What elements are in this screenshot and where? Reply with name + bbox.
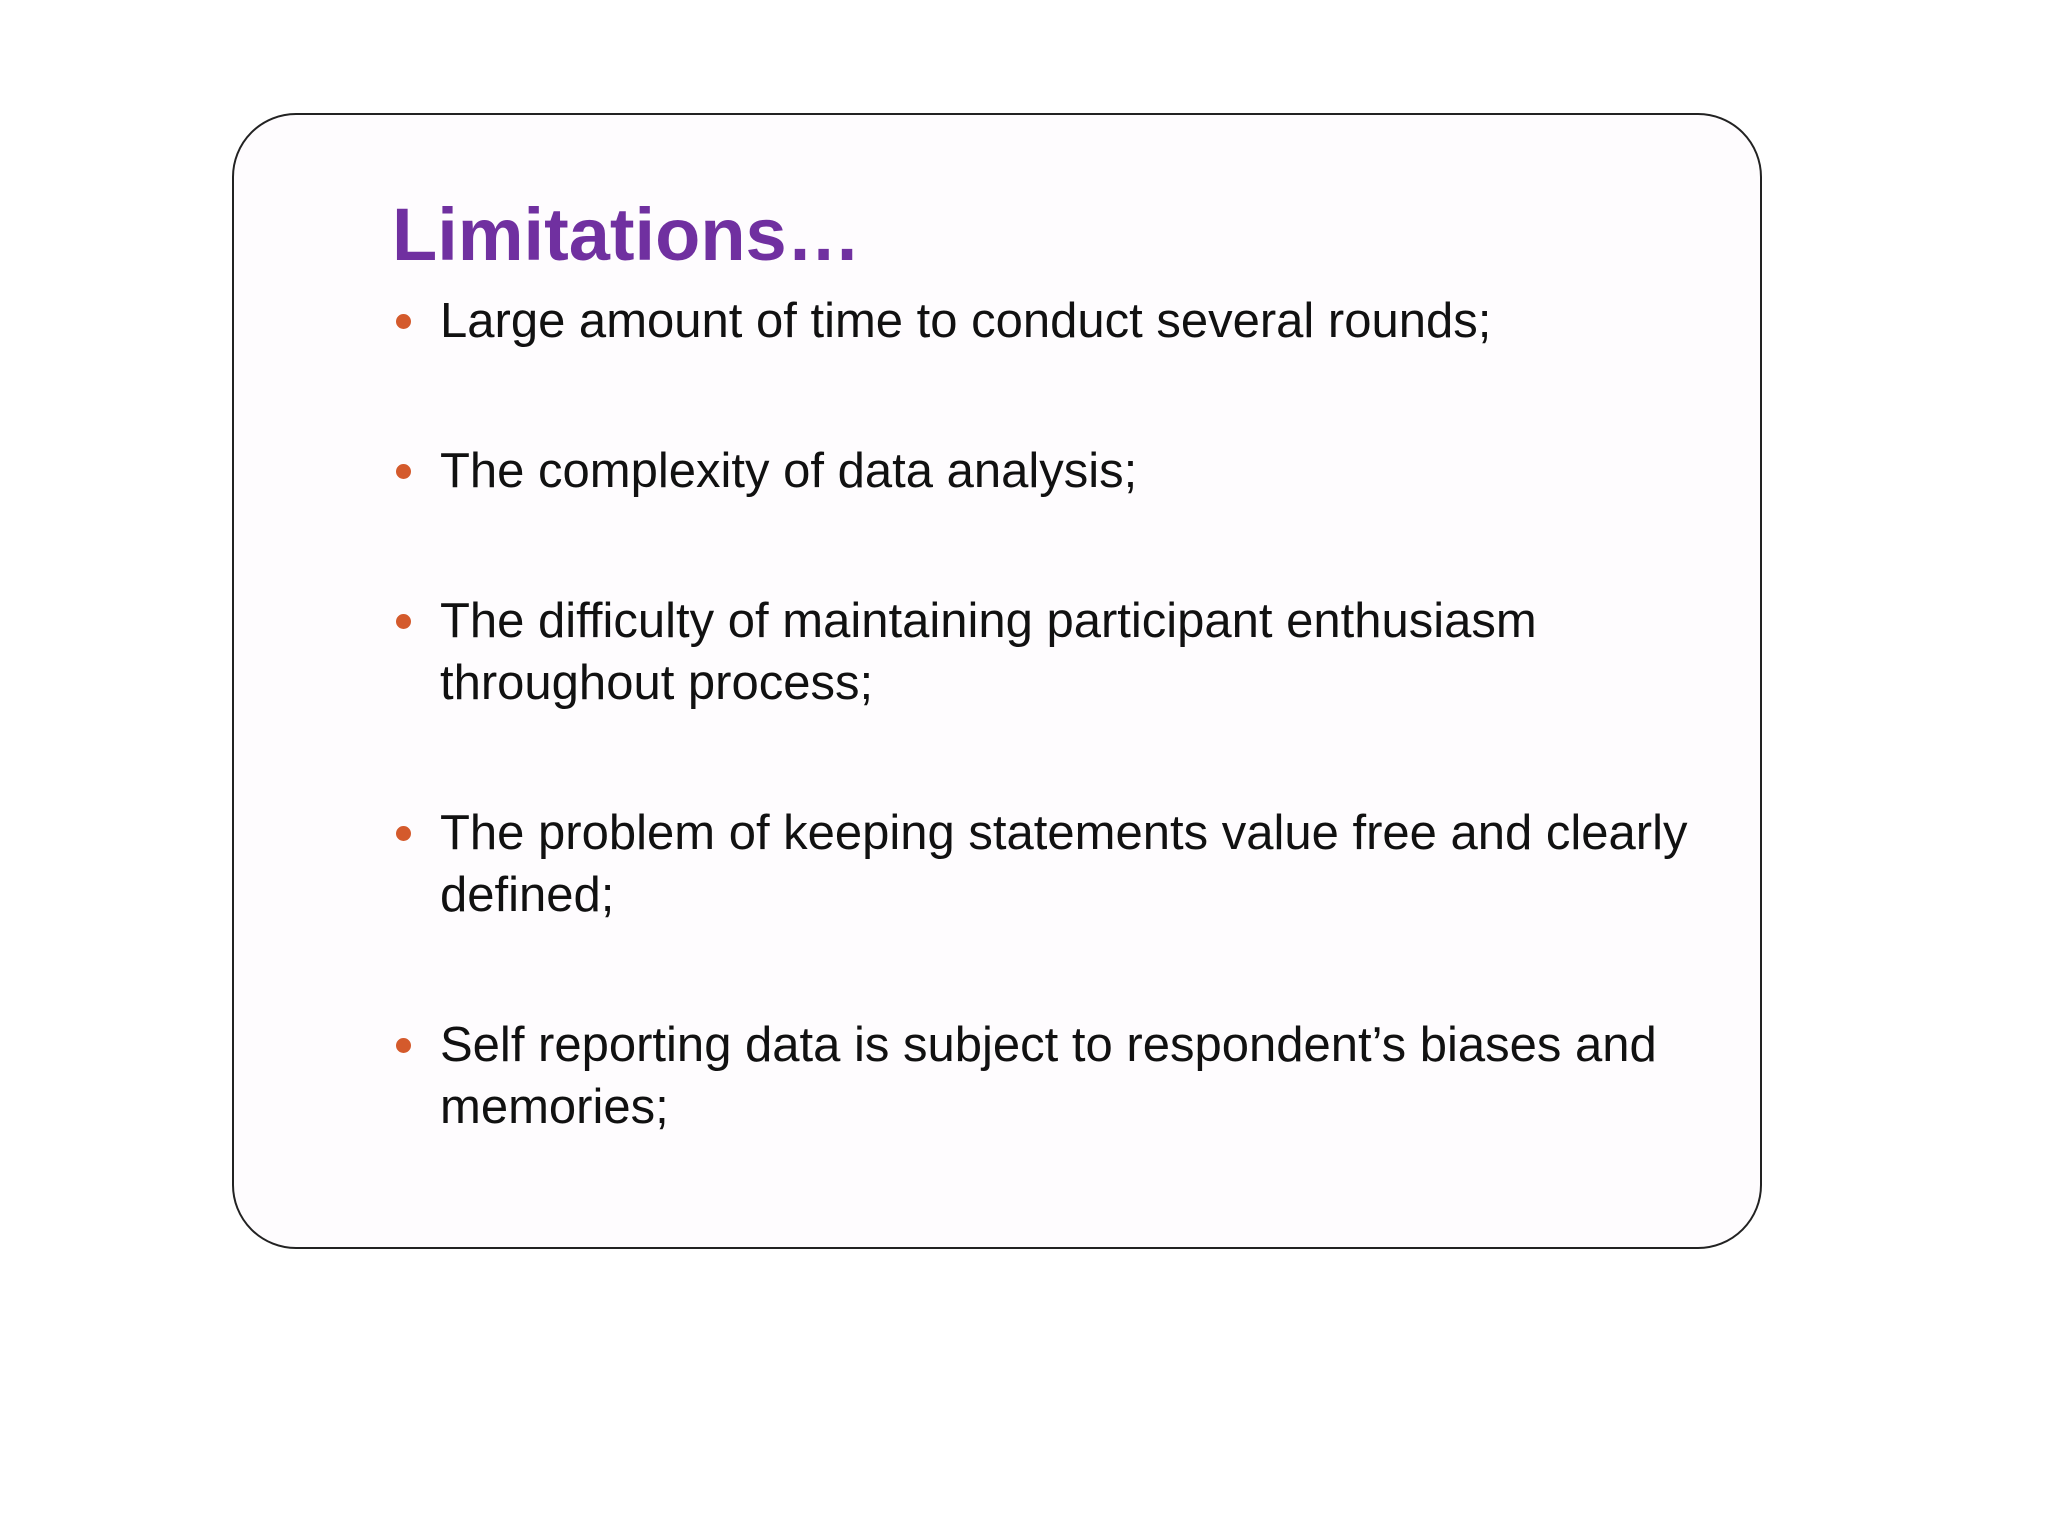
bullet-dot-icon (396, 464, 411, 479)
bullet-item (392, 590, 1702, 714)
bullet-dot-icon (396, 614, 411, 629)
bullet-item (392, 290, 1702, 352)
bullet-item (392, 440, 1702, 502)
bullet-item (392, 1014, 1702, 1138)
bullet-item (392, 802, 1702, 926)
bullet-text: Self reporting data is subject to respondent’s biases and memories; (440, 1018, 1657, 1134)
bullet-text: The difficulty of maintaining participant enthusiasm throughout process; (440, 594, 1537, 710)
bullet-text: The complexity of data analysis; (440, 444, 1138, 498)
bullet-text: The problem of keeping statements value free and clearly defined; (440, 806, 1688, 922)
bullet-dot-icon (396, 314, 411, 329)
bullet-text: Large amount of time to conduct several rounds; (440, 294, 1492, 348)
bullet-list (392, 290, 1702, 1226)
slide-title: Limitations… (392, 193, 861, 276)
bullet-dot-icon (396, 1038, 411, 1053)
bullet-dot-icon (396, 826, 411, 841)
